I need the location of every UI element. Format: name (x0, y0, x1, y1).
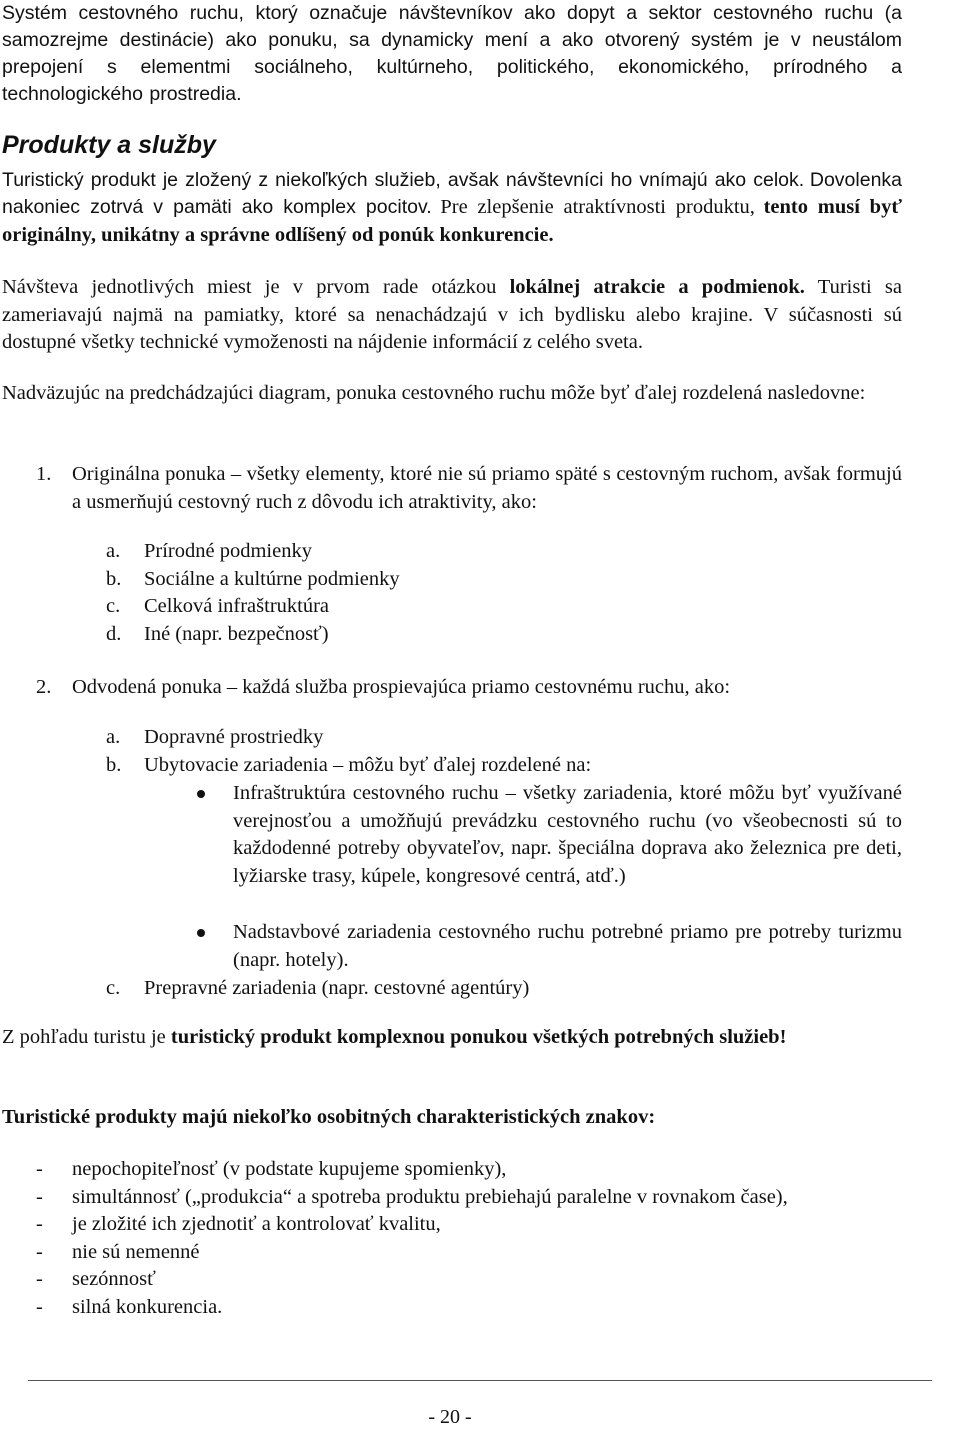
list-item-text: Dopravné prostriedky (144, 726, 324, 748)
paragraph-visits-before: Návšteva jednotlivých miest je v prvom rade otázkou (2, 276, 497, 298)
list-item-text: Prepravné zariadenia (napr. cestovné agentúry) (144, 977, 530, 999)
list-item-text: simultánnosť („produkcia“ a spotreba produktu prebiehajú paralelne v rovnakom čase), (72, 1185, 788, 1208)
list-item-text: sezónnosť (72, 1268, 156, 1290)
dash-marker: - (36, 1268, 43, 1290)
list-item (36, 1184, 902, 1212)
footer-divider (28, 1380, 932, 1381)
paragraph-products-serif: Pre zlepšenie atraktívnosti produktu, (440, 196, 755, 218)
dash-marker: - (36, 1185, 43, 1208)
list-item-text: Prírodné podmienky (144, 540, 312, 562)
bullet-text: Nadstavbové zariadenia cestovného ruchu potrebné priamo pre potreby turizmu (napr. hotely). (233, 921, 902, 971)
list-item (36, 1211, 902, 1239)
list-item-text: nepochopiteľnosť (v podstate kupujeme spomienky), (72, 1158, 507, 1180)
list-item (106, 752, 902, 780)
list-item-text: je zložité ich zjednotiť a kontrolovať kvalitu, (72, 1213, 441, 1235)
list-item (106, 975, 902, 1003)
paragraph-tourist-view (2, 1024, 902, 1052)
item-text: Originálna ponuka – všetky elementy, ktoré nie sú priamo späté s cestovným ruchom, avšak formujú a usmerňujú cestovný ruch z dôvodu ich atraktivity, ako: (72, 463, 902, 513)
list-item (106, 566, 902, 594)
paragraph-tourist-view-before: Z pohľadu turistu je (2, 1026, 166, 1048)
paragraph-products-bold: tento musí byť originálny, unikátny a správne odlíšený od ponúk konkurencie. (2, 196, 903, 246)
derived-offer-sublist-continued (106, 975, 902, 1003)
item-number: 2. (36, 676, 52, 698)
paragraph-visits-after: Turisti sa zameriavajú najmä na pamiatky, ktoré sa nenachádzajú v ich bydlisku alebo krajine. V súčasnosti sú dostupné všetky technické vymoženosti na nájdenie informácií z celého sveta. (2, 276, 902, 353)
list-item-text: nie sú nemenné (72, 1240, 200, 1263)
bullet-icon (197, 929, 205, 937)
item-text: Odvodená ponuka – každá služba prospievajúca priamo cestovnému ruchu, ako: (72, 676, 731, 698)
list-item (106, 538, 902, 566)
list-item-letter: b. (106, 753, 122, 776)
list-item-text: Celková infraštruktúra (144, 595, 330, 617)
characteristics-list (36, 1156, 902, 1321)
bullet-text: Infraštruktúra cestovného ruchu – všetky zariadenia, ktoré môžu byť využívané verejnosťou a umožňujú prevádzku cestovného ruchu (vo všeobecnosti sú to každodenné potreby obyvateľov, napr. špeciálna doprava ako železnica pre deti, lyžiarske trasy, kúpele, kongresové centrá, atď.) (233, 782, 902, 887)
derived-offer-sublist (106, 724, 902, 779)
list-item (36, 1294, 902, 1322)
list-item-letter: b. (106, 567, 122, 590)
list-item-letter: a. (106, 540, 121, 562)
dash-marker: - (36, 1240, 43, 1263)
list-item-letter: d. (106, 622, 122, 645)
paragraph-characteristics (2, 1104, 902, 1132)
paragraph-tourist-view-bold: turistický produkt komplexnou ponukou všetkých potrebných služieb! (170, 1026, 787, 1048)
dash-marker: - (36, 1295, 43, 1318)
intro-paragraph: Systém cestovného ruchu, ktorý označuje návštevníkov ako dopyt a sektor cestovného ruchu (a samozrejme destinácie) ako ponuku, sa dynamicky mení a ako otvorený systém je v neustálom prepojení s elementmi sociálneho, kultúrneho, politického, ekonomického, prírodného a technologického prostredia. (2, 2, 902, 105)
list-item (36, 1266, 902, 1294)
paragraph-visits (2, 274, 902, 357)
list-item-letter: c. (106, 977, 121, 999)
bullet-icon (197, 790, 205, 798)
list-item-text: Ubytovacie zariadenia – môžu byť ďalej rozdelené na: (144, 753, 592, 776)
list-item (36, 1239, 902, 1267)
list-item-text: Iné (napr. bezpečnosť) (144, 622, 329, 645)
page-number: - 20 - (428, 1406, 472, 1428)
list-item (36, 1156, 902, 1184)
list-item-letter: c. (106, 595, 121, 617)
dash-marker: - (36, 1213, 43, 1235)
list-item-letter: a. (106, 726, 121, 748)
list-item (106, 621, 902, 649)
list-item (106, 593, 902, 621)
paragraph-visits-bold: lokálnej atrakcie a podmienok. (509, 276, 805, 298)
characteristics-heading: Turistické produkty majú niekoľko osobitných charakteristických znakov: (2, 1106, 656, 1128)
original-offer-sublist (106, 538, 902, 648)
paragraph-offer-division: Nadväzujúc na predchádzajúci diagram, ponuka cestovného ruchu môže byť ďalej rozdelená nasledovne: (2, 382, 866, 404)
list-item (106, 724, 902, 752)
item-number: 1. (36, 463, 52, 485)
paragraph-products-sans: Dovolenka nakoniec zotrvá v pamäti ako komplex pocitov. (2, 169, 903, 218)
list-item-text: silná konkurencia. (72, 1295, 223, 1318)
paragraph-products-line1: Turistický produkt je zložený z niekoľkých služieb, avšak návštevníci ho vnímajú ako celok. (2, 169, 805, 191)
dash-marker: - (36, 1158, 43, 1180)
section-heading: Produkty a služby (2, 131, 216, 159)
paragraph-products (2, 167, 902, 249)
list-item-text: Sociálne a kultúrne podmienky (144, 567, 400, 590)
